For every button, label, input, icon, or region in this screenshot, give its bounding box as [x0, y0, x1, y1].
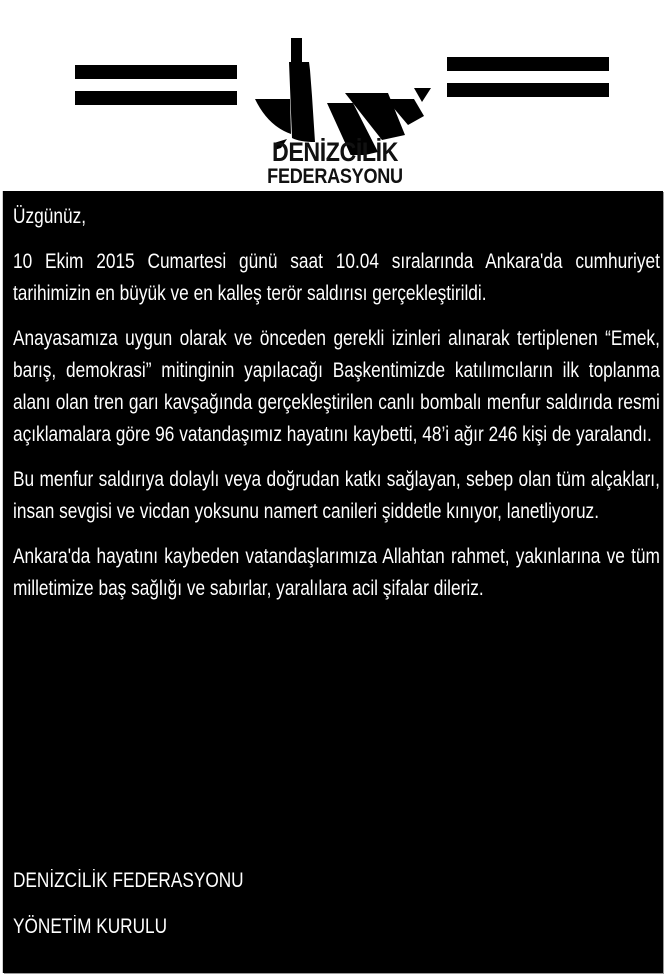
decorative-bar-right-bottom [447, 83, 609, 97]
paragraph-condemnation: Bu menfur saldırıya dolaylı veya doğrudan katkı sağlayan, sebep olan tüm alçakları, insan sevgisi ve vicdan yoksunu namert canileri şiddetle kınıyor, lanetliyoruz. [13, 468, 660, 523]
signature-organization: DENİZCİLİK FEDERASYONU [13, 869, 244, 892]
paragraph-attack-details: Anayasamıza uygun olarak ve önceden gerekli izinleri alınarak tertiplenen “Emek, barış, demokrasi” mitinginin yapılacağı Başkentimizde katılımcıların ilk toplanma alanı olan tren garı kavşağında gerçekleştirilen canlı bombalı menfur saldırıda resmi açıklamalara göre 96 vatandaşımız hayatını kaybetti, 48’i ağır 246 kişi de yaralandı. [13, 327, 660, 446]
signature-board: YÖNETİM KURULU [13, 915, 168, 938]
logo-title: DENİZCİLİK [272, 137, 398, 167]
condolence-message-box [3, 191, 663, 973]
ship-sail-icon [240, 25, 440, 155]
greeting: Üzgünüz, [13, 205, 87, 228]
paragraph-condolences: Ankara'da hayatını kaybeden vatandaşlarımıza Allahtan rahmet, yakınlarına ve tüm milletimize baş sağlığı ve sabırlar, yaralılara acil şifalar dileriz. [13, 545, 660, 600]
logo-subtitle: FEDERASYONU [267, 165, 403, 188]
paragraph-attack-announcement: 10 Ekim 2015 Cumartesi günü saat 10.04 sıralarında Ankara'da cumhuriyet tarihimizin en büyük ve en kalleş terör saldırısı gerçekleştirildi. [13, 250, 660, 305]
decorative-bar-left-top [75, 65, 237, 79]
decorative-bar-right-top [447, 57, 609, 71]
message-body [13, 201, 660, 618]
decorative-bar-left-bottom [75, 91, 237, 105]
